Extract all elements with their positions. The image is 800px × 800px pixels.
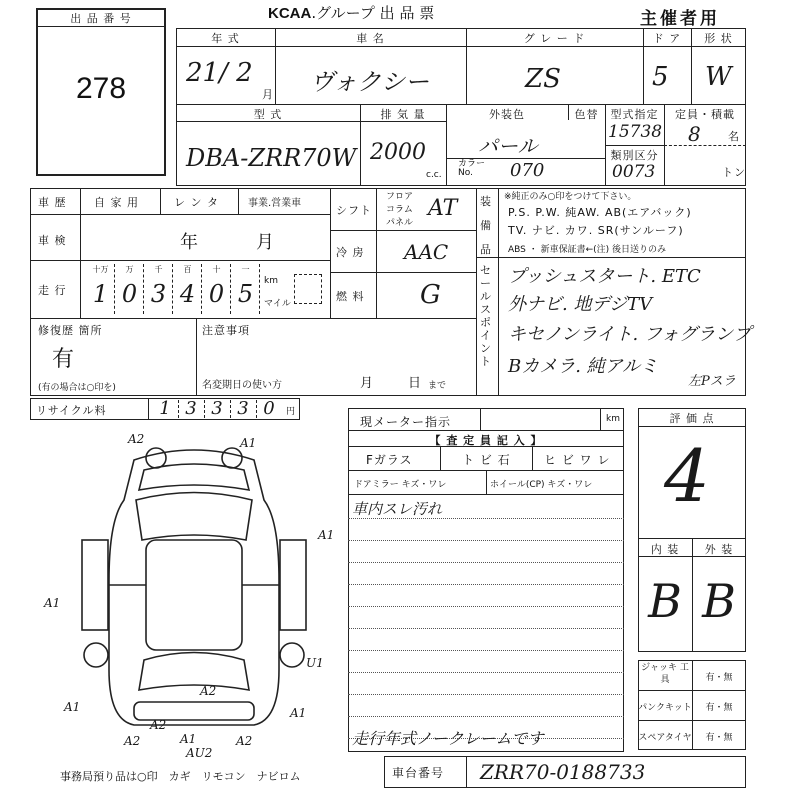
inspection-label: 車 検 [38,234,67,247]
month-unit: 月 [262,88,274,101]
category-label: 類別区分 [610,149,659,162]
shift-value: AT [428,196,458,221]
recycle-divider [178,400,179,418]
wheel-rear-right [280,643,304,667]
diagram-mark-9: A2 [124,734,141,748]
rating-value: 4 [664,434,710,518]
wheel-option[interactable]: ホイール(CP) キズ・ワレ [490,480,593,490]
meter-label: 現メーター指示 [360,415,452,429]
diagram-mark-12: AU2 [186,746,213,760]
recycle-label: リサイクル料 [36,404,107,417]
accessory-spare-value[interactable]: 有・無 [705,733,733,743]
diagram-mark-11: A2 [236,734,253,748]
history-private[interactable]: 自 家 用 [94,196,139,209]
grade-label: グ レ ー ド [523,32,586,45]
sales-point-extra: 左Pスラ [688,374,736,389]
type-designation-label: 型式指定 [610,108,659,121]
expiry-label: 名変期日の使い方 [202,380,282,391]
mileage-digit: 1 [92,280,109,308]
tons-unit: トン [722,166,746,179]
door-right [280,540,306,630]
body-value: W [705,62,732,92]
mileage-unit-label: 一 [241,265,250,274]
mileage-unit-label: 十 [212,265,221,274]
mileage-unit-label: 万 [125,265,134,274]
meter-unit: km [606,414,620,424]
equipment-line-3: ABS ・ 新車保証書←(注) 後日送りのみ [508,245,667,255]
sales-point-3: キセノンライト. フォグランプ [508,324,752,345]
door-left [82,540,108,630]
glass-crack[interactable]: ヒ ビ ワ レ [544,453,611,467]
mileage-digit: 0 [121,280,138,308]
exterior-rating-value: B [702,574,736,628]
mileage-digit: 5 [237,280,254,308]
diagram-mark-2: A1 [240,436,257,450]
brand: KCAA [268,5,312,22]
diagram-mark-6: A2 [200,684,217,698]
inspector-note-1: 車内スレ汚れ [352,500,443,518]
mileage-label: 走 行 [38,284,67,297]
mileage-digit: 3 [150,280,167,308]
sales-point-1: プッシュスタート. ETC [508,266,701,287]
inspector-title: 【 査 定 員 記 入 】 [429,434,543,447]
history-business[interactable]: 事業.営業車 [248,198,302,209]
sales-point-2: 外ナビ. 地デジTV [508,294,653,315]
recycle-divider [256,400,257,418]
interior-label: 内 装 [650,543,680,556]
car-name-value: ヴォクシー [310,68,430,96]
diagram-mark-13: A2 [150,718,167,732]
equipment-note: ※純正のみ○印をつけて下さい。 [504,192,637,202]
accessory-puncture-label: パンクキット [638,703,692,713]
recycle-digit: 0 [263,398,275,419]
inspector-note-2: 走行年式ノークレームです [352,729,544,748]
repair-note: (有の場合は○印を) [38,383,116,393]
color-change-label: 色替 [574,108,599,121]
repair-value: 有 [52,347,75,372]
chassis-label: 車台番号 [392,766,445,780]
body-label: 形 状 [704,32,733,45]
ruled-line [348,606,624,607]
shift-column[interactable]: コラム [386,205,413,215]
equipment-label: 装備品 [480,195,492,256]
grade-value: ZS [525,64,561,94]
diagram-mark-5: U1 [306,656,324,670]
notes-label: 注意事項 [202,324,250,337]
ruled-line [348,628,624,629]
expiry-day: 日 [408,376,423,391]
footer-note: 事務局預り品は○印 カギ リモコン ナビロム [60,770,301,783]
name-label: 車 名 [356,32,385,45]
year-label: 年 式 [211,32,240,45]
fuel-value: G [420,280,441,310]
diagram-mark-10: A1 [180,732,197,746]
diagram-mark-8: A1 [290,706,307,720]
lot-number: 278 [75,72,127,105]
expiry-until: まで [428,381,447,391]
wheel-rear-left [84,643,108,667]
ruled-line [348,540,624,541]
mile-unit: マイル [264,299,291,309]
mileage-digit: 0 [208,280,225,308]
inspection-month: 月 [256,232,274,253]
doors-label: ド ア [652,32,682,45]
year-value: 21/ 2 [186,58,253,88]
recycle-digit: 3 [185,398,197,419]
color-code-value: 070 [510,160,545,181]
ruled-line [348,650,624,651]
ac-label: 冷 房 [336,246,365,259]
mirror-option[interactable]: ドアミラー キズ・ワレ [354,480,447,490]
exterior-rating-label: 外 装 [704,543,734,556]
mileage-unit-label: 千 [154,265,163,274]
inspection-year: 年 [180,232,198,253]
history-label: 車 歴 [38,196,67,209]
mileage-unit-label: 十万 [92,265,109,274]
type-designation-value: 15738 [608,122,663,142]
diagram-mark-7: A1 [64,700,81,714]
repair-label: 修復歴 箇所 [38,324,103,337]
equipment-line-2: TV. ナビ. カワ. SR(サンルーフ) [508,224,684,237]
sales-point-4: Bカメラ. 純アルミ [508,356,658,377]
accessory-jack-value[interactable]: 有・無 [705,673,733,683]
ac-value: AAC [404,240,449,264]
shift-panel[interactable]: パネル [386,218,414,228]
glass-chip[interactable]: ト ビ 石 [462,453,511,467]
expiry-month: 月 [360,376,375,391]
model-label: 型 式 [253,108,283,121]
history-rental[interactable]: レ ン タ [174,196,219,209]
exterior-value: パール [478,134,538,158]
title-rest: .グループ 出 品 票 [311,4,435,22]
rating-label: 評 価 点 [669,412,715,425]
color-code-label: カラー No. [458,159,486,178]
km-unit: km [264,276,278,286]
chassis-value: ZRR70-0188733 [480,760,646,784]
diagram-mark-3: A1 [318,528,335,542]
sales-points-label: セールスポイント [480,264,492,368]
accessory-jack-label: ジャッキ 工 具 [641,663,689,685]
cc-unit: c.c. [426,170,442,180]
recycle-divider [230,400,231,418]
shift-floor[interactable]: フロア [386,192,414,202]
diagram-mark-4: A1 [44,596,61,610]
equipment-line-1: P.S. P.W. 純AW. AB(エアバック) [508,206,692,219]
ruled-line [348,672,624,673]
fuel-label: 燃 料 [336,290,365,303]
glass-label: Fガラス [366,453,413,467]
ruled-line [348,694,624,695]
mileage-unit-label: 百 [183,265,192,274]
displacement-value: 2000 [370,140,426,165]
capacity-label: 定員・積載 [675,108,735,121]
ruled-line [348,584,624,585]
diagram-mark-1: A2 [128,432,145,446]
car-roof [146,540,242,650]
interior-value: B [648,574,682,628]
form-title [268,2,434,23]
recycle-digit: 1 [159,398,171,419]
model-value: DBA-ZRR70W [186,144,357,172]
shift-label: シフト [336,204,372,217]
recycle-digit: 3 [211,398,223,419]
mile-box [294,274,322,304]
recycle-divider [204,400,205,418]
accessory-puncture-value[interactable]: 有・無 [705,703,733,713]
displacement-label: 排 気 量 [380,108,426,121]
mileage-digit: 4 [179,280,196,308]
wheel-front-right [222,448,242,468]
car-rear-glass [139,653,249,691]
recycle-unit: 円 [286,407,296,417]
wheel-front-left [146,448,166,468]
capacity-value: 8 [688,122,701,146]
car-diagram [74,430,314,760]
ruled-line [348,562,624,563]
exterior-label: 外装色 [489,108,525,121]
ruled-line [348,716,624,717]
category-value: 0073 [612,162,656,182]
doors-value: 5 [652,62,669,92]
car-body [109,450,279,725]
persons-unit: 名 [728,130,740,143]
organizer-label: 主催者用 [640,9,720,29]
car-hood [136,493,252,541]
recycle-digit: 3 [237,398,249,419]
accessory-spare-label: スペアタイヤ [638,733,692,743]
lot-label: 出 品 番 号 [70,12,132,25]
